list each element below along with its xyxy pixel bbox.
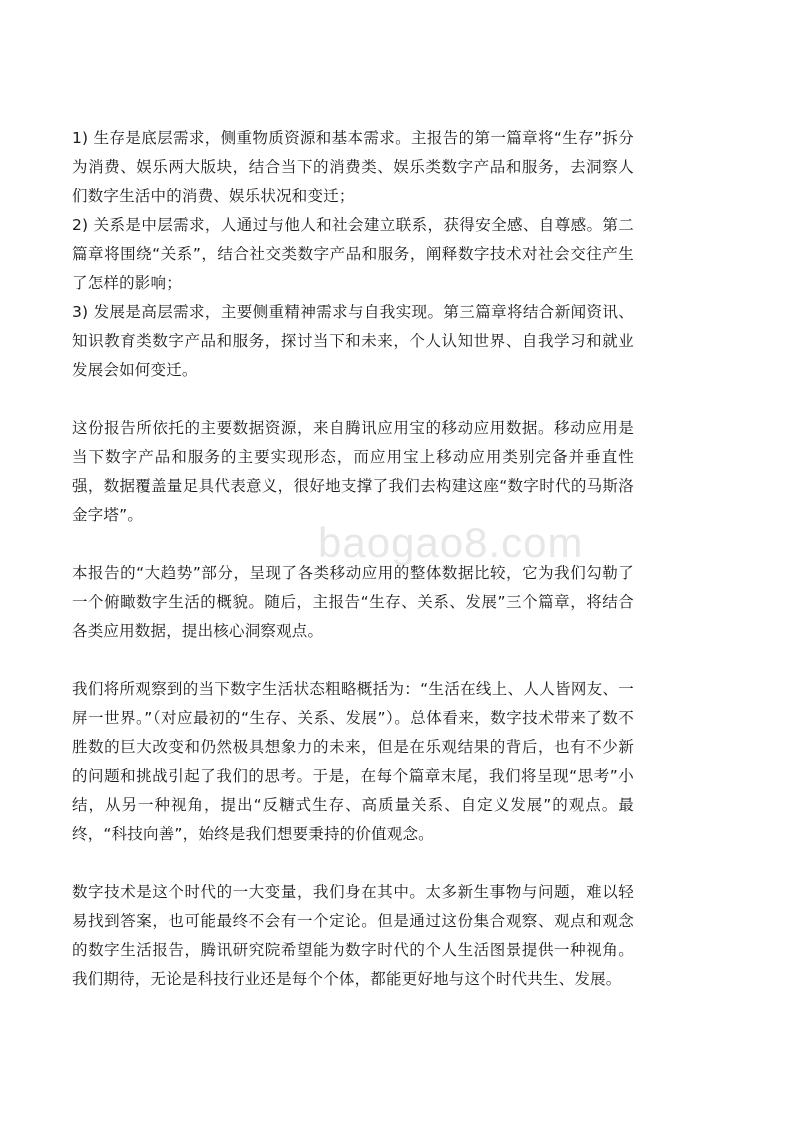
list-item-survival: 1) 生存是底层需求，侧重物质资源和基本需求。主报告的第一篇章将“生存”拆分为消费、娱乐两大版块，结合当下的消费类、娱乐类数字产品和服务，去洞察人们数字生活中的消费、娱乐状况和变迁；	[72, 129, 634, 205]
document-body	[72, 124, 634, 994]
paragraph-summary: 我们将所观察到的当下数字生活状态粗略概括为：“生活在线上、人人皆网友、一屏一世界。”（对应最初的“生存、关系、发展”）。总体看来，数字技术带来了数不胜数的巨大改变和仍然极具想象力的未来，但是在乐观结果的背后，也有不少新的问题和挑战引起了我们的思考。于是，在每个篇章末尾，我们将呈现“思考”小结，从另一种视角，提出“反糖式生存、高质量关系、自定义发展”的观点。最终，“科技向善”，始终是我们想要秉持的价值观念。	[72, 680, 634, 843]
paragraph-spacer	[72, 385, 634, 414]
watermark: baogao8.com	[318, 519, 584, 566]
list-item-development: 3) 发展是高层需求，主要侧重精神需求与自我实现。第三篇章将结合新闻资讯、知识教育类数字产品和服务，探讨当下和未来，个人认知世界、自我学习和就业发展会如何变迁。	[72, 303, 634, 379]
paragraph-data-source: 这份报告所依托的主要数据资源，来自腾讯应用宝的移动应用数据。移动应用是当下数字产品和服务的主要实现形态，而应用宝上移动应用类别完备并垂直性强，数据覆盖量足具代表意义，很好地支撑了我们去构建这座“数字时代的马斯洛金字塔”。	[72, 419, 634, 524]
paragraph-spacer	[72, 646, 634, 675]
paragraph-spacer	[72, 849, 634, 878]
paragraph-spacer	[72, 530, 634, 559]
paragraph-overview: 本报告的“大趋势”部分，呈现了各类移动应用的整体数据比较，它为我们勾勒了一个俯瞰数字生活的概貌。随后，主报告“生存、关系、发展”三个篇章，将结合各类应用数据，提出核心洞察观点。	[72, 564, 634, 640]
list-item-relationship: 2) 关系是中层需求，人通过与他人和社会建立联系，获得安全感、自尊感。第二篇章将围绕“关系”，结合社交类数字产品和服务，阐释数字技术对社会交往产生了怎样的影响；	[72, 216, 634, 292]
paragraph-conclusion: 数字技术是这个时代的一大变量，我们身在其中。太多新生事物与问题，难以轻易找到答案，也可能最终不会有一个定论。但是通过这份集合观察、观点和观念的数字生活报告，腾讯研究院希望能为数字时代的个人生活图景提供一种视角。我们期待，无论是科技行业还是每个个体，都能更好地与这个时代共生、发展。	[72, 883, 634, 988]
